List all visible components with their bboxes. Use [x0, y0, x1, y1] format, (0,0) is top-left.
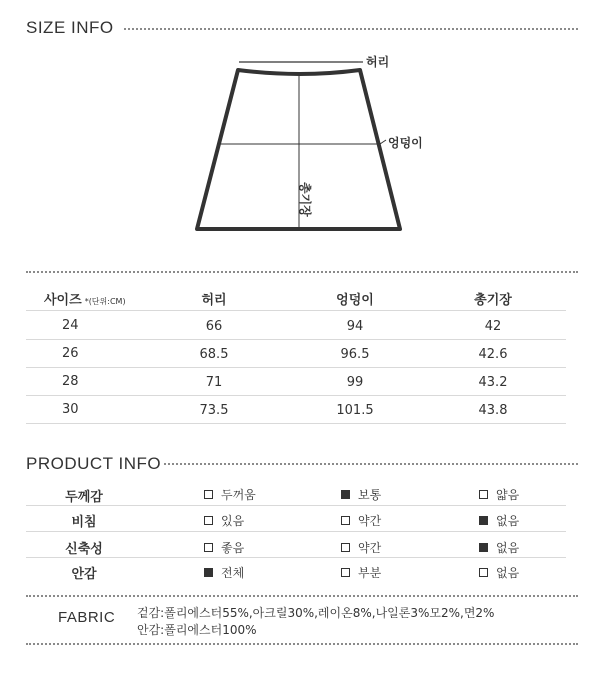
product-info-option: [479, 564, 519, 581]
fabric-lining-line: 안감:폴리에스터100%: [137, 623, 257, 637]
row-divider: [26, 423, 566, 424]
unit-note: *(단위:CM): [84, 297, 126, 306]
option-label: 없음: [496, 514, 520, 528]
product-info-option: [204, 512, 244, 529]
checkbox-icon: [204, 516, 213, 525]
row-divider: [26, 395, 566, 396]
size-header-divider: [26, 310, 566, 311]
checkbox-icon: [204, 490, 213, 499]
size-info-title: SIZE INFO: [26, 18, 114, 37]
product-info-option: [341, 539, 381, 556]
option-label: 보통: [358, 488, 382, 502]
table-row-hip: 101.5: [336, 403, 374, 418]
waist-header: 허리: [201, 293, 227, 308]
table-row-waist: 66: [205, 319, 223, 334]
row-divider: [26, 367, 566, 368]
option-label: 좋음: [221, 541, 245, 555]
table-row-hip: 94: [346, 319, 364, 334]
length-label: 총기장: [298, 182, 312, 217]
skirt-diagram: [0, 0, 600, 260]
checkbox-checked-icon: [204, 568, 213, 577]
hip-header: 엉덩이: [336, 293, 374, 308]
row-divider: [26, 339, 566, 340]
table-row-hip: 96.5: [340, 347, 370, 362]
checkbox-checked-icon: [479, 543, 488, 552]
option-label: 약간: [358, 541, 382, 555]
length-header: 총기장: [474, 293, 512, 308]
option-label: 부분: [358, 566, 382, 580]
table-row-size: 30: [62, 402, 79, 417]
option-label: 두꺼움: [221, 488, 256, 502]
fabric-top-rule: [26, 595, 578, 597]
product-info-row-label: 두께감: [65, 490, 103, 505]
fabric-outer-line: 겉감:폴리에스터55%,아크릴30%,레이온8%,나일론3%모2%,면2%: [137, 606, 495, 620]
checkbox-icon: [341, 543, 350, 552]
table-row-size: 28: [62, 374, 79, 389]
product-info-option: [341, 564, 381, 581]
product-info-option: [479, 512, 519, 529]
option-label: 있음: [221, 514, 245, 528]
table-row-size: 26: [62, 346, 79, 361]
table-row-length: 42.6: [478, 347, 508, 362]
table-row-length: 43.8: [478, 403, 508, 418]
table-row-size: 24: [62, 318, 79, 333]
product-info-row-label: 비침: [71, 515, 97, 530]
table-row-length: 43.2: [478, 375, 508, 390]
option-label: 약간: [358, 514, 382, 528]
product-info-option: [479, 486, 519, 503]
product-info-option: [479, 539, 519, 556]
checkbox-checked-icon: [341, 490, 350, 499]
table-row-length: 42: [484, 319, 502, 334]
row-divider: [26, 531, 566, 532]
option-label: 없음: [496, 566, 520, 580]
row-divider: [26, 557, 566, 558]
option-label: 전체: [221, 566, 245, 580]
size-header: [44, 289, 174, 308]
fabric-bottom-rule: [26, 643, 578, 645]
fabric-title: FABRIC: [58, 609, 116, 626]
checkbox-icon: [479, 568, 488, 577]
product-info-option: [204, 539, 244, 556]
option-label: 얇음: [496, 488, 520, 502]
product-info-title-rule: [164, 463, 578, 465]
hip-label: 엉덩이: [388, 136, 423, 150]
product-info-title: PRODUCT INFO: [26, 454, 162, 473]
product-info-option: [204, 486, 256, 503]
checkbox-checked-icon: [479, 516, 488, 525]
product-info-option: [204, 564, 244, 581]
product-info-option: [341, 486, 381, 503]
table-row-waist: 73.5: [199, 403, 229, 418]
checkbox-icon: [204, 543, 213, 552]
hip-leader-line: [380, 140, 386, 144]
product-info-row-label: 안감: [71, 567, 97, 582]
checkbox-icon: [479, 490, 488, 499]
product-info-option: [341, 512, 381, 529]
waist-label: 허리: [366, 55, 390, 69]
size-header-label: 사이즈: [44, 293, 82, 308]
table-row-hip: 99: [346, 375, 364, 390]
table-row-waist: 71: [205, 375, 223, 390]
row-divider: [26, 505, 566, 506]
size-table-top-rule: [26, 271, 578, 273]
table-row-waist: 68.5: [199, 347, 229, 362]
option-label: 없음: [496, 541, 520, 555]
checkbox-icon: [341, 516, 350, 525]
checkbox-icon: [341, 568, 350, 577]
product-info-row-label: 신축성: [65, 542, 103, 557]
